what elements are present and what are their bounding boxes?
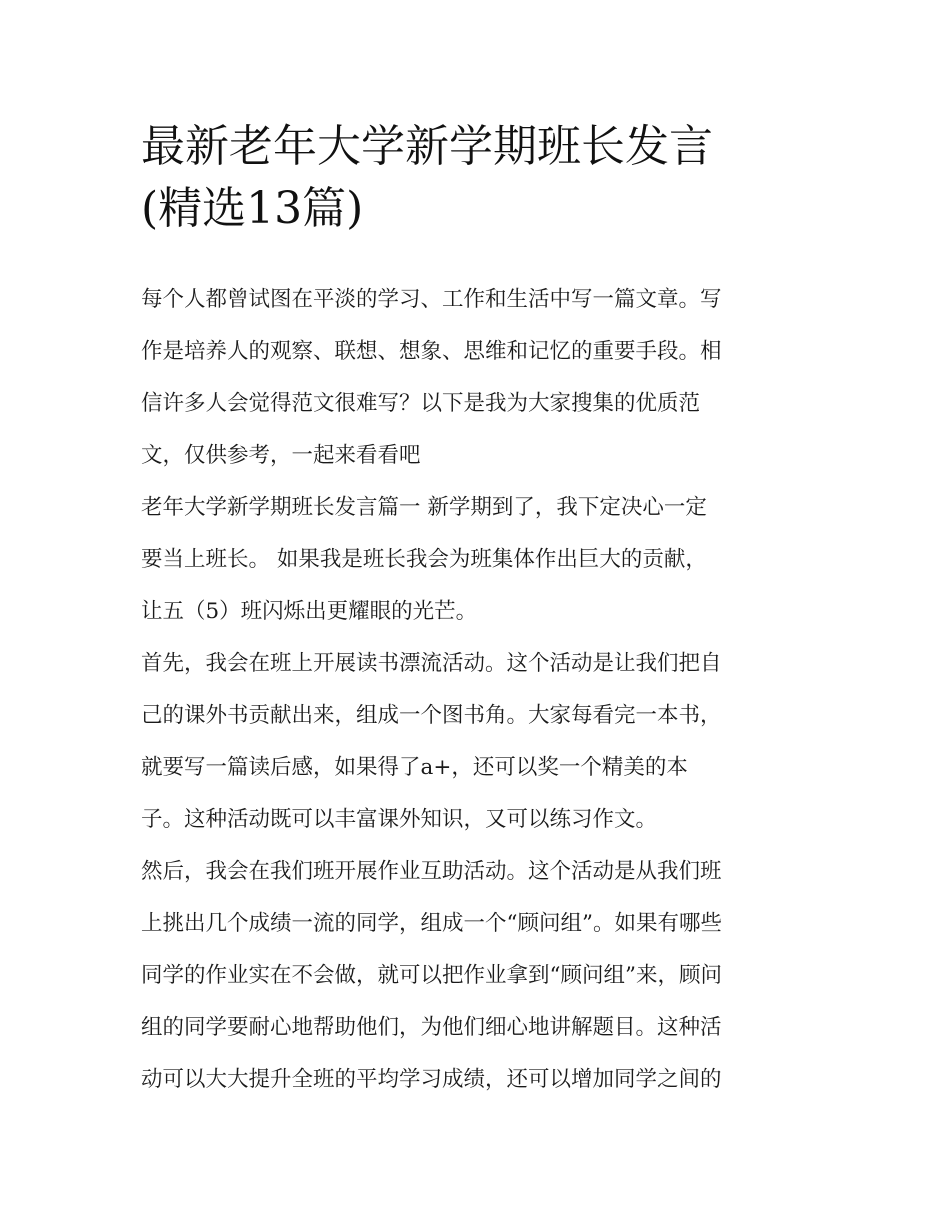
text-line: 就要写一篇读后感，如果得了a+，还可以奖一个精美的本 [141,755,688,780]
title-line: (精选13篇) [141,183,364,234]
text-line: 老年大学新学期班长发言篇一 新学期到了，我下定决心一定 [141,495,707,520]
text-line: 动可以大大提升全班的平均学习成绩，还可以增加同学之间的 [141,1067,722,1092]
text-line: 文，仅供参考，一起来看看吧 [141,443,421,468]
text-line: 信许多人会觉得范文很难写？以下是我为大家搜集的优质范 [141,391,701,416]
text-line: 让五（5）班闪烁出更耀眼的光芒。 [141,599,478,624]
document-title [141,116,821,240]
text-line: 每个人都曾试图在平淡的学习、工作和生活中写一篇文章。写 [141,287,722,312]
text-line: 首先，我会在班上开展读书漂流活动。这个活动是让我们把自 [141,651,722,676]
text-line: 然后，我会在我们班开展作业互助活动。这个活动是从我们班 [141,859,722,884]
text-line: 组的同学要耐心地帮助他们，为他们细心地讲解题目。这种活 [141,1015,722,1040]
text-line: 子。这种活动既可以丰富课外知识，又可以练习作文。 [141,807,658,832]
document-body [141,282,841,1114]
text-line: 同学的作业实在不会做，就可以把作业拿到“顾问组”来，顾问 [141,963,722,988]
title-line: 最新老年大学新学期班长发言 [141,121,713,172]
text-line: 要当上班长。 如果我是班长我会为班集体作出巨大的贡献， [141,547,707,572]
text-line: 己的课外书贡献出来，组成一个图书角。大家每看完一本书， [141,703,722,728]
text-line: 作是培养人的观察、联想、想象、思维和记忆的重要手段。相 [141,339,722,364]
text-line: 上挑出几个成绩一流的同学，组成一个“顾问组”。如果有哪些 [141,911,722,936]
